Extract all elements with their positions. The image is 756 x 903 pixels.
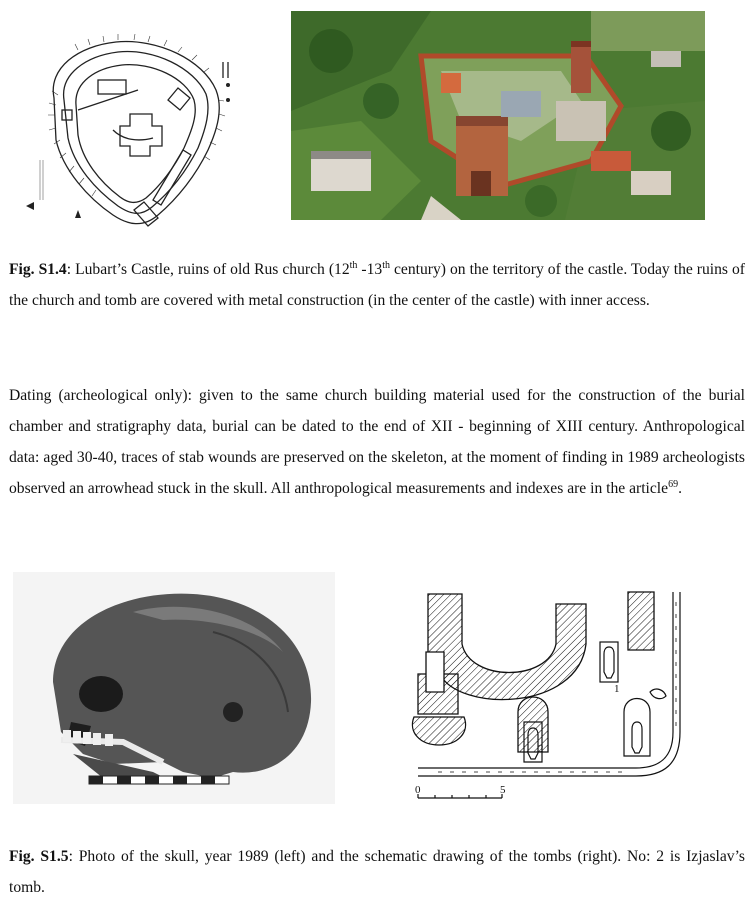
tomb-label-1: 1 — [614, 683, 620, 695]
tomb-schematic-drawing — [378, 582, 708, 804]
dating-text: Dating (archeological only): given to the same church building material used for the construction of the burial chamber and stratigraphy data, burial can be dated to the end of XII - beginning of XIII century. Anthropological data: aged 30-40, traces of stab wounds are preserved on the skeleton, at the moment of finding in 1989 archeologists observed an arrowhead stuck in the skull. All anthropological measurements and indexes are in the article — [9, 387, 745, 497]
fig-s1-4-caption-part-a: : Lubart’s Castle, ruins of old Rus church (12 — [66, 261, 350, 278]
tomb-label-2: 2 — [538, 743, 544, 755]
fig-s1-4-caption-part-c: century) on the territory of the castle. Today the ruins of the church and tomb are covered with metal construction (in the center of the castle) with inner access. — [9, 261, 745, 309]
fig-s1-5-caption — [9, 841, 745, 903]
tomb-schematic-svg — [378, 582, 708, 804]
skull-photo — [13, 572, 335, 804]
scale-label-0: 0 — [415, 784, 421, 796]
superscript-th-1: th — [349, 259, 358, 271]
fig-s1-5-caption-text: : Photo of the skull, year 1989 (left) and the schematic drawing of the tombs (right). No: 2 is Izjaslav’s tomb. — [9, 848, 745, 896]
reference-69: 69 — [668, 478, 679, 490]
dating-end: . — [678, 480, 682, 497]
fig-s1-4-caption — [9, 254, 745, 316]
superscript-th-2: th — [382, 259, 390, 271]
dating-paragraph — [9, 380, 745, 504]
castle-aerial-photo — [291, 11, 705, 220]
fig-s1-4-label: Fig. S1.4 — [9, 261, 67, 278]
castle-plan-drawing — [18, 10, 240, 242]
fig-s1-5-label: Fig. S1.5 — [9, 848, 69, 865]
scale-label-5: 5 — [500, 784, 506, 796]
fig-s1-4-caption-part-b: -13 — [357, 261, 383, 278]
